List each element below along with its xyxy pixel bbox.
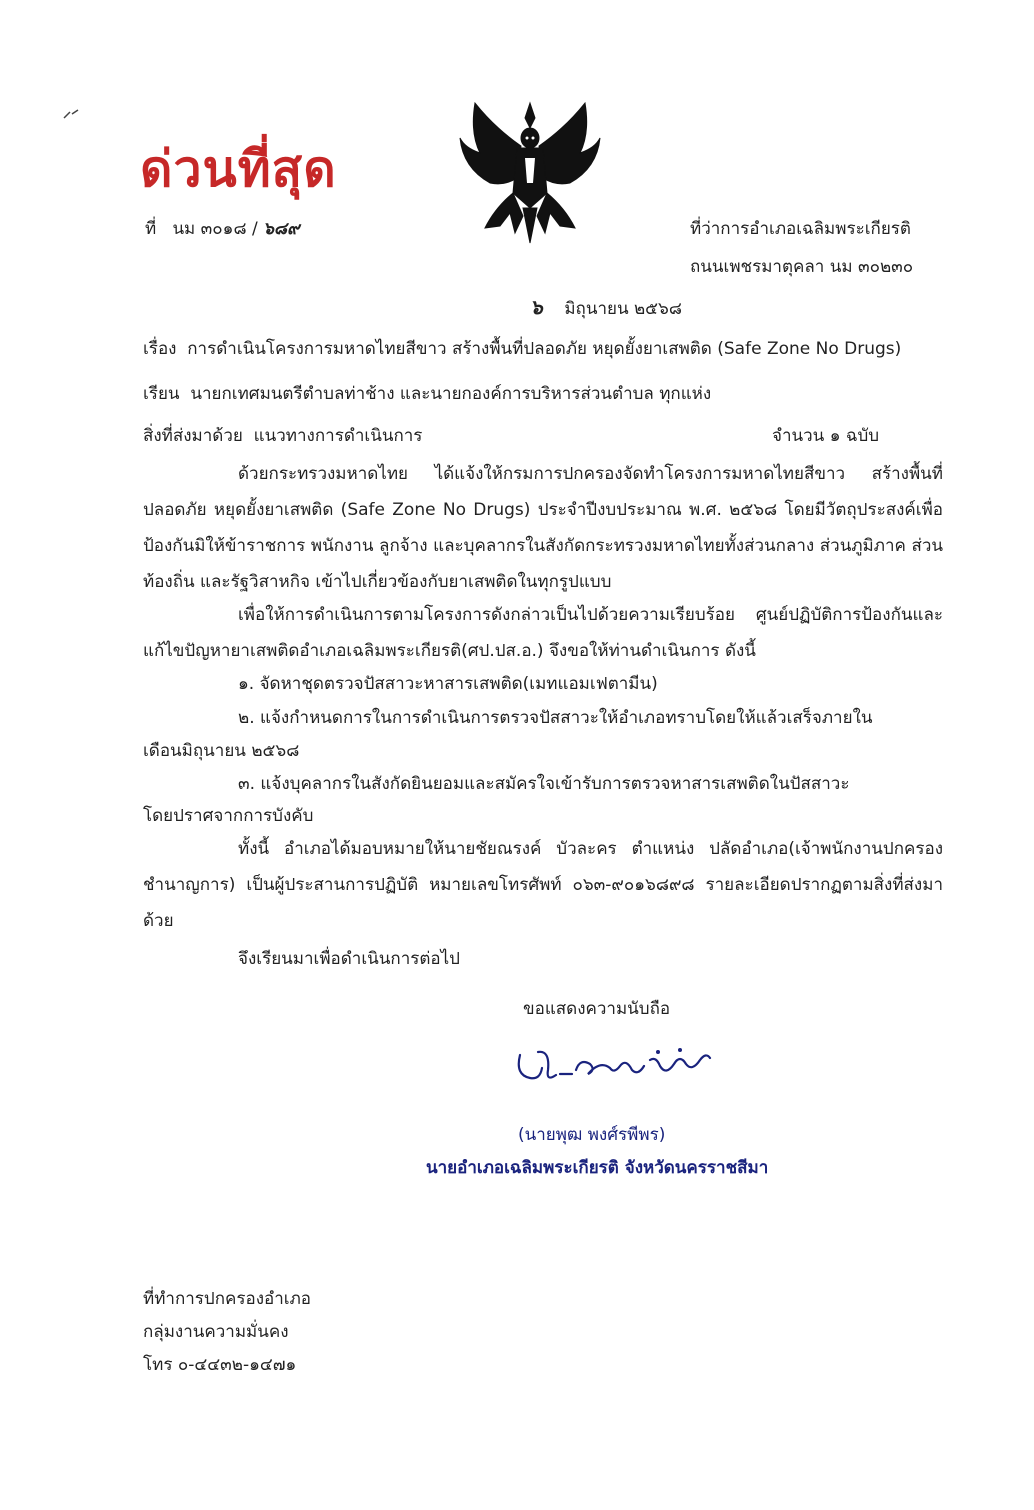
closing-line: จึงเรียนมาเพื่อดำเนินการต่อไป [238, 949, 460, 969]
urgent-stamp: ด่วนที่สุด [140, 139, 337, 198]
body-paragraph-1: ด้วยกระทรวงมหาดไทย ได้แจ้งให้กรมการปกครองจัดทำโครงการมหาดไทยสีขาว สร้างพื้นที่ปลอดภัย หยุดยั้งยาเสพติด (Safe Zone No Drugs) ประจำปีงบประมาณ พ.ศ. ๒๕๖๘ โดยมีวัตถุประสงค์เพื่อป้องกันมิให้ข้าราชการ พนักงาน ลูกจ้าง และบุคลากรในสังกัดกระทรวงมหาดไทยทั้งส่วนกลาง ส่วนภูมิภาค ส่วนท้องถิ่น และรัฐวิสาหกิจ เข้าไปเกี่ยวข้องกับยาเสพติดในทุกรูปแบบ [143, 464, 943, 592]
reference-number: ที่ นม ๓๐๑๘ / ๖๘๙ [145, 219, 300, 239]
document-date: ๖ มิถุนายน ๒๕๖๘ [530, 295, 682, 319]
signatory-position: นายอำเภอเฉลิมพระเกียรติ จังหวัดนครราชสีมา [426, 1158, 769, 1178]
office-address-line1: ที่ว่าการอำเภอเฉลิมพระเกียรติ [690, 219, 911, 239]
signatory-name: (นายพุฒ พงศ์รพีพร) [518, 1125, 666, 1145]
list-item: ๑. จัดหาชุดตรวจปัสสาวะหาสารเสพติด(เมทแอมเฟตามีน) [238, 674, 658, 694]
list-item: ๓. แจ้งบุคลากรในสังกัดยินยอมและสมัครใจเข้ารับการตรวจหาสารเสพติดในปัสสาวะ [238, 774, 850, 794]
enclosure-count: จำนวน ๑ ฉบับ [772, 426, 880, 446]
office-address-line2: ถนนเพชรมาตุคลา นม ๓๐๒๓๐ [690, 257, 914, 277]
list-item-continuation: เดือนมิถุนายน ๒๕๖๘ [143, 741, 300, 761]
list-item-continuation: โดยปราศจากการบังคับ [143, 806, 314, 826]
handwritten-signature [510, 1030, 720, 1090]
enclosure-line: สิ่งที่ส่งมาด้วย แนวทางการดำเนินการ [143, 426, 423, 446]
footer-office: ที่ทำการปกครองอำเภอ [143, 1289, 312, 1309]
body-paragraph-3: ทั้งนี้ อำเภอได้มอบหมายให้นายชัยณรงค์ บัวละคร ตำแหน่ง ปลัดอำเภอ(เจ้าพนักงานปกครองชำนาญการ) เป็นผู้ประสานการปฏิบัติ หมายเลขโทรศัพท์ ๐๖๓-๙๐๑๖๘๙๘ รายละเอียดปรากฏตามสิ่งที่ส่งมาด้วย [143, 839, 943, 931]
garuda-emblem-icon [455, 98, 605, 248]
recipient-line: เรียน นายกเทศมนตรีตำบลท่าช้าง และนายกองค์การบริหารส่วนตำบล ทุกแห่ง [143, 384, 712, 404]
footer-department: กลุ่มงานความมั่นคง [143, 1322, 289, 1342]
list-item: ๒. แจ้งกำหนดการในการดำเนินการตรวจปัสสาวะให้อำเภอทราบโดยให้แล้วเสร็จภายใน [238, 708, 873, 728]
salutation: ขอแสดงความนับถือ [523, 999, 671, 1019]
subject-line: เรื่อง การดำเนินโครงการมหาดไทยสีขาว สร้างพื้นที่ปลอดภัย หยุดยั้งยาเสพติด (Safe Zone No Drugs) [143, 339, 902, 359]
footer-phone: โทร ๐-๔๔๓๒-๑๔๗๑ [143, 1355, 297, 1375]
body-paragraph-2: เพื่อให้การดำเนินการตามโครงการดังกล่าวเป็นไปด้วยความเรียบร้อย ศูนย์ปฏิบัติการป้องกันและแก้ไขปัญหายาเสพติดอำเภอเฉลิมพระเกียรติ(ศป.ปส.อ.) จึงขอให้ท่านดำเนินการ ดังนี้ [143, 605, 943, 661]
pen-mark [62, 108, 84, 120]
